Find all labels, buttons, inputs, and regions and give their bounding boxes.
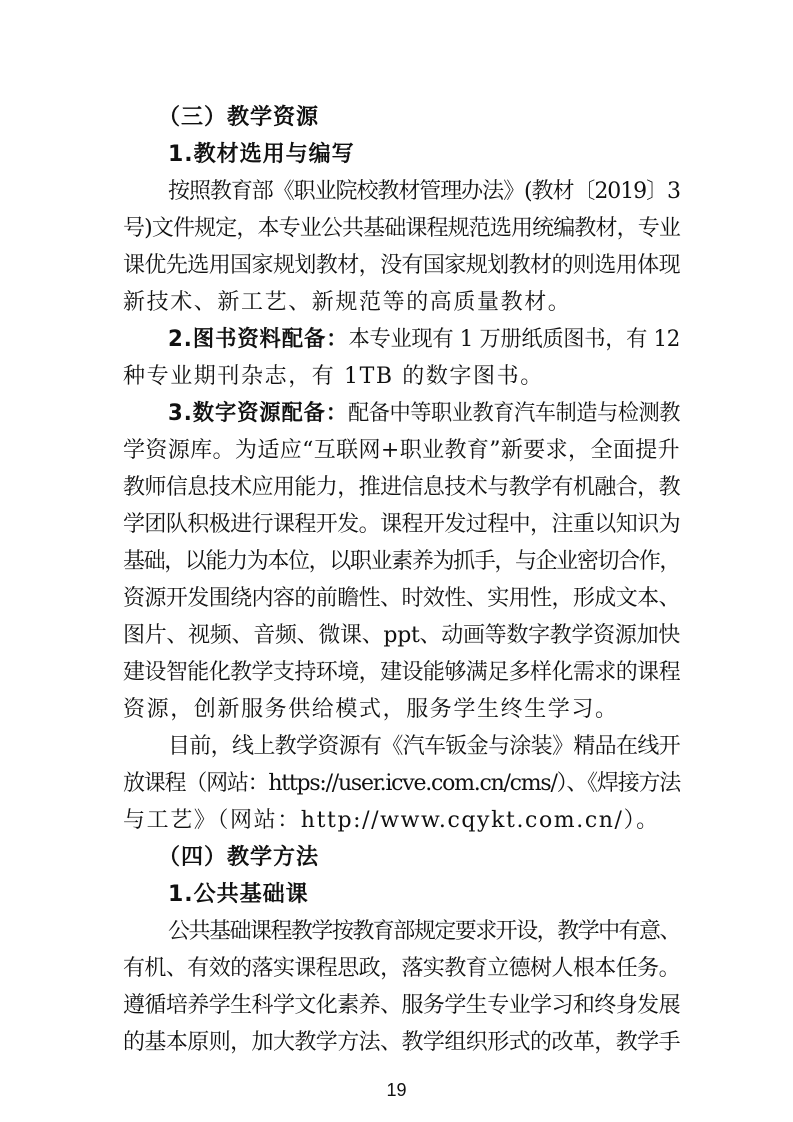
paragraph-line: 号)文件规定，本专业公共基础课程规范选用统编教材，专业: [123, 216, 680, 241]
paragraph-line: 图片、视频、音频、微课、ppt、动画等数字教学资源加快: [123, 623, 680, 648]
library-resources-text: 本专业现有 1 万册纸质图书，有 12: [348, 327, 680, 352]
paragraph-line: 按照教育部《职业院校教材管理办法》(教材〔2019〕3: [168, 179, 680, 204]
paragraph-line: [168, 325, 680, 355]
paragraph-line: 资源开发围绕内容的前瞻性、时效性、实用性，形成文本、: [123, 586, 680, 611]
paragraph-line: 资源，创新服务供给模式，服务学生终生学习。: [123, 697, 619, 722]
paragraph-line: 建设智能化教学支持环境，建设能够满足多样化需求的课程: [123, 660, 680, 685]
paragraph-line: 基础，以能力为本位，以职业素养为抓手，与企业密切合作，: [123, 549, 680, 574]
paragraph-line: 有机、有效的落实课程思政，落实教育立德树人根本任务。: [123, 956, 680, 981]
paragraph-line: 公共基础课程教学按教育部规定要求开设，教学中有意、: [168, 919, 680, 944]
subheading-public-basic-courses: 1.公共基础课: [168, 882, 309, 907]
library-resources-label: 2.图书资料配备：: [168, 327, 349, 352]
page-number: 19: [386, 1080, 407, 1100]
paragraph-line: 种专业期刊杂志，有 1TB 的数字图书。: [123, 364, 544, 389]
paragraph-line: 教师信息技术应用能力，推进信息技术与教学有机融合，教: [123, 475, 680, 500]
paragraph-line: 遵循培养学生科学文化素养、服务学生专业学习和终身发展: [123, 993, 680, 1018]
digital-resources-text: 配备中等职业教育汽车制造与检测教: [348, 401, 680, 426]
paragraph-line: 目前，线上教学资源有《汽车钣金与涂装》精品在线开: [168, 734, 680, 759]
paragraph-line: 的基本原则，加大教学方法、教学组织形式的改革，教学手: [123, 1030, 680, 1055]
section-heading-teaching-resources: （三）教学资源: [158, 105, 320, 130]
paragraph-line: 新技术、新工艺、新规范等的高质量教材。: [123, 290, 572, 315]
paragraph-line: 放课程（网站：https://user.icve.com.cn/cms/）、《焊接方法: [123, 771, 680, 796]
paragraph-line: 学资源库。为适应“互联网+职业教育”新要求，全面提升: [123, 438, 680, 463]
paragraph-line: 学团队积极进行课程开发。课程开发过程中，注重以知识为: [123, 512, 680, 537]
paragraph-line: 与工艺》（网站：http://www.cqykt.com.cn/）。: [123, 808, 660, 833]
digital-resources-label: 3.数字资源配备：: [168, 401, 349, 426]
subheading-textbook-selection: 1.教材选用与编写: [168, 142, 355, 167]
paragraph-line: 课优先选用国家规划教材，没有国家规划教材的则选用体现: [123, 253, 680, 278]
paragraph-line: [168, 399, 680, 429]
section-heading-teaching-methods: （四）教学方法: [158, 845, 320, 870]
